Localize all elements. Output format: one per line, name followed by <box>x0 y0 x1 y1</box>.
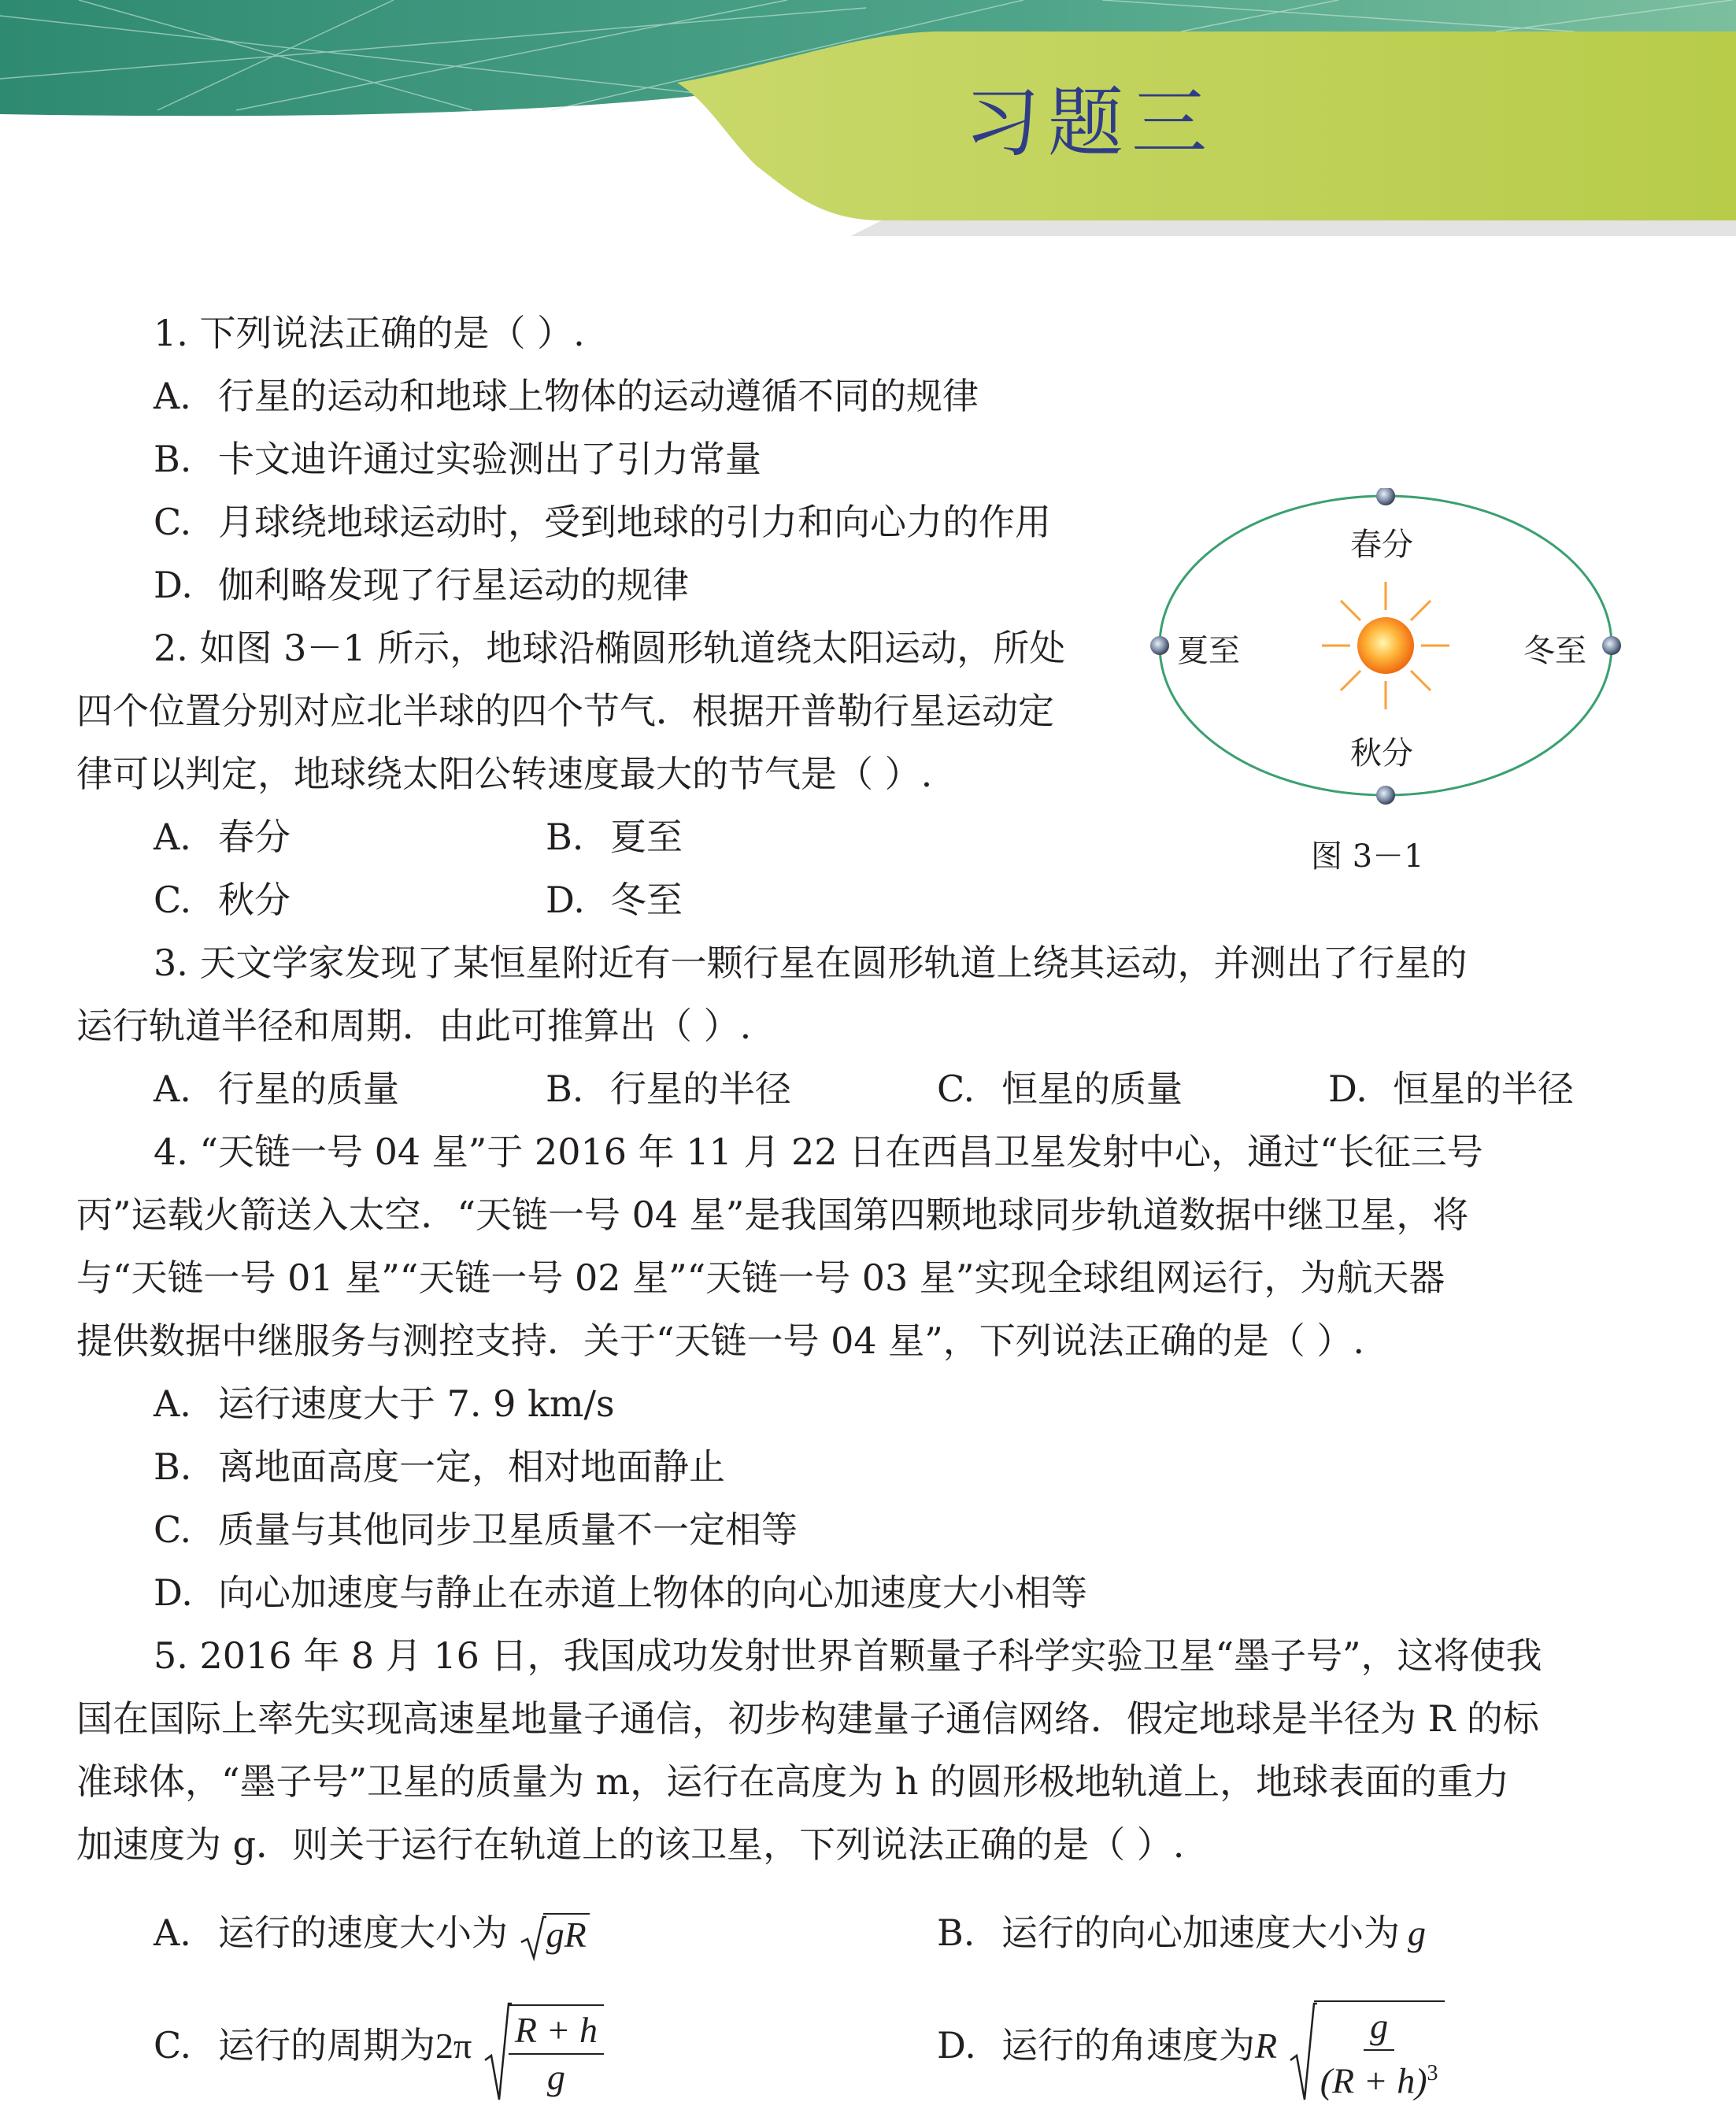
fraction-numerator: g <box>1364 2005 1394 2051</box>
option-letter: B. <box>546 816 584 858</box>
header-banner <box>0 0 1736 236</box>
sqrt-radicand: gR <box>543 1913 590 1955</box>
q4-stem-line-1: 4. “天链一号 04 星”于 2016 年 11 月 22 日在西昌卫星发射中心，通过“长征三号 <box>154 1131 1483 1173</box>
label-winter-solstice: 冬至 <box>1523 633 1586 669</box>
sqrt-expression <box>520 1911 590 1961</box>
page-title: 习题三 <box>964 79 1215 167</box>
option-text: 卡文迪许通过实验测出了引力常量 <box>218 438 761 480</box>
q1-option-b <box>154 435 761 483</box>
option-text: 行星的半径 <box>610 1068 791 1110</box>
option-letter: C. <box>154 879 192 921</box>
q3-option-d <box>1328 1065 1574 1112</box>
q5-stem-line-1: 5. 2016 年 8 月 16 日，我国成功发射世界首颗量子科学实验卫星“墨子号”，这将使我 <box>154 1634 1542 1677</box>
earth-icon-right <box>1602 636 1621 655</box>
q5-option-b <box>937 1909 1426 1957</box>
option-letter: C. <box>154 2024 192 2067</box>
option-text: 离地面高度一定，相对地面静止 <box>218 1445 725 1488</box>
coefficient: R <box>1255 2026 1278 2066</box>
label-summer-solstice: 夏至 <box>1177 633 1240 669</box>
q2-stem-line-3: 律可以判定，地球绕太阳公转速度最大的节气是（ ）. <box>76 753 933 795</box>
q4-stem-line-4: 提供数据中继服务与测控支持．关于“天链一号 04 星”，下列说法正确的是（ ）. <box>76 1319 1365 1362</box>
q4-option-b <box>154 1443 725 1490</box>
q4-option-d <box>154 1569 1087 1616</box>
q1-stem: 1. 下列说法正确的是（ ）. <box>154 312 585 354</box>
option-text: 运行的速度大小为 <box>218 1911 508 1954</box>
q2-option-c <box>154 876 291 923</box>
q2-stem-line-2: 四个位置分别对应北半球的四个节气．根据开普勒行星运动定 <box>76 690 1054 732</box>
q5-stem-line-4: 加速度为 g．则关于运行在轨道上的该卫星，下列说法正确的是（ ）. <box>76 1823 1185 1866</box>
option-letter: C. <box>937 1068 975 1110</box>
earth-icon-bottom <box>1376 786 1395 805</box>
q3-stem-line-2: 运行轨道半径和周期．由此可推算出（ ）. <box>76 1005 752 1047</box>
q4-option-c <box>154 1506 798 1553</box>
option-letter: C. <box>154 501 192 543</box>
sqrt-sign-icon <box>1289 2000 1317 2103</box>
q5-option-c <box>154 1990 607 2104</box>
fraction-denominator-wrap <box>1314 2051 1445 2102</box>
option-letter: A. <box>154 375 191 417</box>
option-text: 运行速度大于 7. 9 km/s <box>218 1382 615 1425</box>
sqrt-sign-icon <box>520 1914 546 1961</box>
option-text: 冬至 <box>610 879 683 921</box>
option-letter: D. <box>154 1571 193 1614</box>
option-letter: C. <box>154 1508 192 1551</box>
sqrt-expression <box>483 1993 607 2104</box>
option-text: 恒星的质量 <box>1001 1068 1183 1110</box>
q5-option-d <box>937 1990 1448 2104</box>
fraction-denominator: (R + h) <box>1320 2060 1427 2101</box>
option-letter: B. <box>154 438 192 480</box>
q4-stem-line-2: 丙”运载火箭送入太空．“天链一号 04 星”是我国第四颗地球同步轨道数据中继卫星，将 <box>76 1193 1469 1236</box>
q1-option-a <box>154 372 979 420</box>
option-letter: D. <box>154 564 193 606</box>
label-autumn-equinox: 秋分 <box>1350 735 1413 772</box>
option-text: 运行的角速度为 <box>1001 2024 1255 2067</box>
fraction-numerator: R + h <box>509 2009 604 2055</box>
earth-icon-top <box>1376 488 1395 505</box>
fraction <box>1314 2000 1445 2102</box>
q1-option-c <box>154 498 1051 546</box>
option-letter: A. <box>154 1068 191 1110</box>
sun-icon <box>1322 582 1449 709</box>
option-letter: D. <box>1328 1068 1368 1110</box>
option-letter: B. <box>154 1445 192 1488</box>
sqrt-sign-icon <box>483 2000 512 2103</box>
q2-option-a <box>154 813 291 860</box>
option-text: 恒星的半径 <box>1393 1068 1574 1110</box>
option-letter: B. <box>546 1068 584 1110</box>
option-text: 向心加速度与静止在赤道上物体的向心加速度大小相等 <box>218 1571 1087 1614</box>
fraction-denominator: g <box>546 2057 565 2097</box>
option-text: 秋分 <box>218 879 291 921</box>
option-letter: B. <box>937 1911 975 1954</box>
option-text: 月球绕地球运动时，受到地球的引力和向心力的作用 <box>218 501 1051 543</box>
label-spring-equinox: 春分 <box>1350 527 1413 563</box>
figure-caption: 图 3－1 <box>1311 838 1424 875</box>
q5-option-a <box>154 1909 590 1961</box>
option-text: 质量与其他同步卫星质量不一定相等 <box>218 1508 798 1551</box>
q3-option-a <box>154 1065 399 1112</box>
q3-option-c <box>937 1065 1183 1112</box>
earth-icon-left <box>1150 636 1169 655</box>
q5-stem-line-3: 准球体，“墨子号”卫星的质量为 m，运行在高度为 h 的圆形极地轨道上，地球表面的重力 <box>76 1760 1510 1803</box>
orbit-figure <box>1149 488 1630 819</box>
option-text: 夏至 <box>610 816 683 858</box>
q3-option-b <box>546 1065 791 1112</box>
q5-stem-line-2: 国在国际上率先实现高速星地量子通信，初步构建量子通信网络．假定地球是半径为 R 的标 <box>76 1697 1539 1740</box>
option-letter: D. <box>937 2024 976 2067</box>
option-text: 行星的质量 <box>218 1068 399 1110</box>
option-letter: A. <box>154 1911 191 1954</box>
option-text: 伽利略发现了行星运动的规律 <box>218 564 689 606</box>
option-text: 运行的周期为 <box>218 2024 435 2067</box>
exponent: 3 <box>1427 2061 1438 2086</box>
q1-option-d <box>154 561 689 609</box>
q2-option-d <box>546 876 683 923</box>
sqrt-expression <box>1289 1993 1448 2104</box>
q4-option-a <box>154 1380 615 1427</box>
q4-stem-line-3: 与“天链一号 01 星”“天链一号 02 星”“天链一号 03 星”实现全球组网运行，为航天器 <box>76 1256 1445 1299</box>
option-text: 运行的向心加速度大小为 <box>1001 1911 1400 1954</box>
math-symbol: g <box>1408 1913 1426 1953</box>
option-letter: A. <box>154 1382 191 1425</box>
header-decoration <box>0 0 1736 236</box>
q2-stem-line-1: 2. 如图 3－1 所示，地球沿椭圆形轨道绕太阳运动，所处 <box>154 627 1066 669</box>
fraction <box>509 2004 604 2099</box>
q3-stem-line-1: 3. 天文学家发现了某恒星附近有一颗行星在圆形轨道上绕其运动，并测出了行星的 <box>154 942 1468 984</box>
option-letter: A. <box>154 816 191 858</box>
option-text: 行星的运动和地球上物体的运动遵循不同的规律 <box>218 375 979 417</box>
q2-option-b <box>546 813 683 860</box>
option-text: 春分 <box>218 816 291 858</box>
coefficient: 2π <box>435 2026 472 2066</box>
option-letter: D. <box>546 879 585 921</box>
